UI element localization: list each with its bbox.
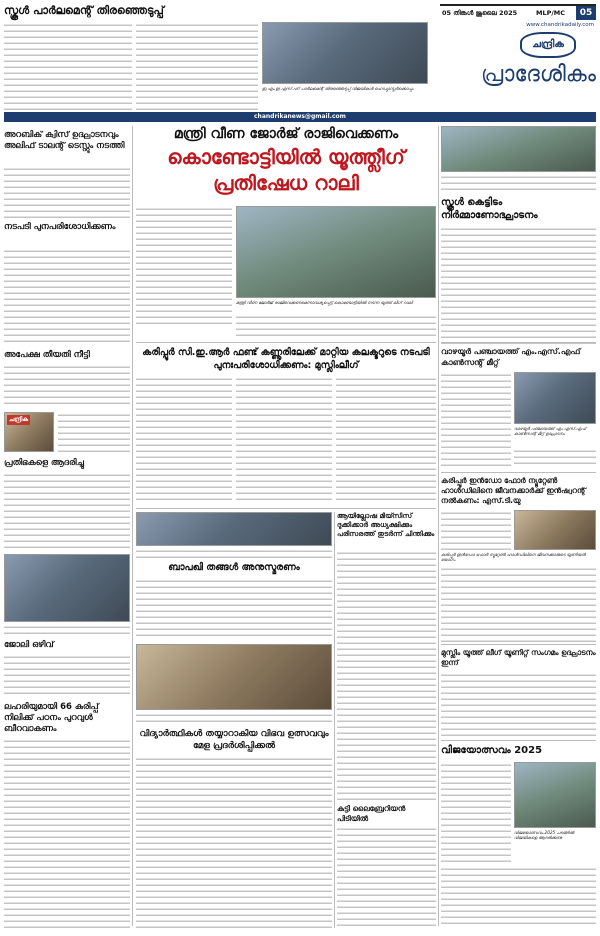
union-photo [514, 510, 596, 550]
text-lines [4, 364, 130, 408]
award-photo-caption: വിജയോത്സവം 2025 ചടങ്ങിൽ വിജയികളെ ആദരിക്കുന്നു [514, 830, 575, 841]
left-text-6 [4, 738, 130, 928]
school-photo-caption [441, 174, 596, 192]
left-photo-2 [4, 554, 130, 622]
text-lines [441, 226, 596, 346]
right-headline-3: കരിപ്പൂർ ഇൻഡോ ഫോർ ന്യൂറ്റേൺ ഹാൾഡിലിനെ ജീവനക്കാർക്ക് ഇൻഷ്വറന്റ് നൽകണം: എസ്.ടി.യു [441, 476, 586, 505]
date-bar [440, 4, 596, 20]
rally-photo-caption: മന്ത്രി വീണ ജോർജ് രാജിവെക്കണമെന്നാവശ്യപ്പെട്ട് കൊണ്ടോട്ടിയിൽ നടന്ന യൂത്ത് ലീഗ് റാലി [236, 300, 413, 305]
left-text-4 [4, 472, 130, 550]
text-lines [58, 412, 130, 452]
masthead-logo-box [480, 32, 598, 60]
text-lines [514, 448, 596, 468]
top-left-headline: സ്കൂൾ പാർലമെന്റ് തിരഞ്ഞെടുപ്പ് [4, 4, 164, 17]
main-story-text-2 [236, 314, 436, 338]
msf-photo-caption: വാഴയൂർ പഞ്ചായത്ത് എം.എസ്.എഫ് കാൺസന്റ് മീറ്റ് ഉദ്ഘാടനം [514, 426, 587, 437]
center-wide-text-1 [136, 376, 232, 504]
vidyarthi-caption [136, 712, 332, 724]
website[interactable]: www.chandrikadaily.com [526, 22, 594, 28]
text-lines [236, 314, 436, 338]
section-title: പ്രാദേശികം [481, 62, 596, 87]
text-lines [136, 712, 332, 724]
email-text: chandrikanews@gmail.com [254, 113, 346, 120]
text-lines [441, 762, 511, 862]
main-story-text [136, 206, 232, 326]
right-text-5b [441, 866, 596, 928]
right-text-3b [441, 566, 596, 642]
right-divider-4 [441, 740, 596, 741]
text-lines [136, 22, 258, 110]
right-headline-4: മുസ്ലിം യൂത്ത് ലീഗ് യൂണിറ്റ് സംഗമം ഉദ്ഘാടനം ഇന്ന് [441, 648, 596, 667]
center-divider-2 [136, 508, 436, 509]
right-divider-1 [441, 342, 596, 343]
left-text-1 [4, 166, 130, 218]
top-photo-caption: ഇ.എം.ഇ.എസ്.ഹ്ന് പാർലമെന്റ് തിരഞ്ഞെടുപ്പ് വിജയികൾ ഹെഡ്മാസ്റ്റർക്കൊപ്പം [262, 86, 414, 91]
main-story-divider [136, 342, 436, 343]
vidyarthi-text [136, 756, 332, 928]
left-headline-1: അറബിക് ക്വിസ് ഉദ്ഘാടനവും അലിഫ് ടാലന്റ് ടെസ്റ്റും നടത്തി [4, 130, 125, 151]
rally-photo [236, 206, 436, 298]
right-text-4 [441, 672, 596, 736]
left-text-3 [4, 364, 130, 408]
text-lines [4, 654, 130, 698]
email-bar [4, 112, 596, 122]
vidyarthi-headline: വിദ്യാർത്ഥികൾ തയ്യാറാകിയ വിഭവ ഉത്സവവും മേള പ്രദർശിപ്പിക്കൽ [139, 729, 329, 751]
left-headline-6: ലഹരിയുമായി 66 കുരിപ്പ് നിലിക്ക് പഠനം പുറവുൾ ബീറവാകണം [4, 702, 99, 734]
right-column-rule [438, 126, 439, 926]
award-photo [514, 762, 596, 828]
vidyarthi-photo [136, 644, 332, 710]
right-divider-2 [441, 472, 596, 473]
baaghi-headline: ബാപഖി തങ്ങൾ അനുസ്മരണം [168, 562, 300, 573]
left-text-5 [4, 654, 130, 698]
text-lines [4, 472, 130, 550]
text-lines [337, 826, 436, 928]
main-headline-line1: മന്ത്രി വീണ ജോർജ് രാജിവെക്കണം [173, 126, 399, 142]
school-building-photo [441, 126, 596, 172]
date-text: 05 തിങ്കൾ ജൂലൈ 2025 [442, 9, 518, 17]
right-text-5 [441, 762, 511, 862]
left-text-2 [4, 248, 130, 346]
page-number: 05 [576, 6, 596, 20]
text-lines [4, 166, 130, 218]
left-column-rule [132, 126, 133, 926]
center-wide-headline: കരിപ്പൂർ സി.ഇ.ആർ ഫണ്ട് കണ്ണൂരിലേക്ക് മാറ്റിയ കലക്ടറുടെ നടപടി പുനഃപരിശോധിക്കണം: മുസ്ലിംലീഗ് [142, 347, 430, 371]
baaghi-photo [136, 512, 332, 546]
text-lines [337, 550, 436, 800]
muhsin-headline: ആയില്ലോഷ മിയ്സിസ് ദുക്കിക്കാർ അധ്യക്ഷിക്കും പരിസരത്ത് തുടർന്ന് ചിന്തിക്കും [337, 512, 435, 538]
baaghi-text [136, 578, 332, 640]
text-lines [136, 578, 332, 640]
text-lines [4, 22, 132, 110]
text-lines [136, 376, 232, 504]
kutty-text [337, 826, 436, 928]
text-lines [4, 738, 130, 928]
text-lines [441, 866, 596, 928]
masthead-logo: ചന്ദ്രിക [520, 32, 576, 58]
right-text-1 [441, 226, 596, 346]
left-photo-banner [4, 412, 54, 452]
text-lines [136, 756, 332, 928]
text-lines [4, 248, 130, 346]
left-headline-3: അപേക്ഷ തീയതി നീട്ടി [4, 350, 90, 360]
left-headline-2: നടപടി പുനപരിശോധിക്കണം [4, 222, 116, 232]
left-caption-2 [4, 624, 130, 636]
main-headline-line2: കൊണ്ടോട്ടിയിൽ യൂത്ത്ലീഗ് [167, 145, 405, 169]
baaghi-photo-caption [136, 548, 332, 558]
union-photo-caption: കരിപ്പൂർ ഇൻഡോ ഫോർ ന്യൂറ്റേൺ ഹാൾഡിലിനെ ജീവനക്കാരുടെ യൂണിയൻ യോഗം [441, 552, 586, 563]
center-wide-text-3 [336, 376, 436, 504]
left-headline-5: ജോലി ഒഴിവ് [4, 640, 54, 650]
top-photo [262, 22, 428, 84]
banner-text: ചന്ദ്രിക [9, 416, 29, 423]
text-lines [236, 376, 332, 504]
text-lines [136, 548, 332, 558]
center-wide-text-2 [236, 376, 332, 504]
text-lines [4, 624, 130, 636]
right-text-2b [514, 448, 596, 468]
top-left-text [4, 22, 132, 110]
top-mid-text [136, 22, 258, 110]
center-inner-rule [334, 512, 335, 928]
left-headline-4: പ്രതിഭകളെ ആദരിച്ചു [4, 458, 84, 468]
text-lines [441, 174, 596, 192]
text-lines [336, 376, 436, 504]
right-divider-3 [441, 644, 596, 645]
text-lines [441, 566, 596, 642]
text-lines [441, 672, 596, 736]
text-lines [441, 372, 511, 468]
left-photo-caption-lines [58, 412, 130, 452]
top-left-headline-box [4, 2, 252, 22]
edition-text: MLP/MC [536, 9, 565, 17]
muhsin-text [337, 550, 436, 800]
right-text-3 [441, 510, 511, 550]
right-headline-2: വാഴയൂർ പഞ്ചായത്ത് എം.എസ്.എഫ് കാൺസന്റ് മീറ്റ് [441, 347, 581, 367]
main-headline-line3: പ്രതിഷേധ റാലി [213, 171, 359, 195]
main-headline-box [136, 124, 436, 202]
right-headline-5: വിജയോത്സവം 2025 [441, 745, 543, 756]
right-text-2 [441, 372, 511, 468]
right-headline-1: സ്കൂൾ കെട്ടിടം നിർമ്മാണോദ്ഘാടനം [441, 197, 538, 221]
kutty-headline: കുട്ടി ലൈബ്രേറിയൻ പിടിയിൽ [337, 804, 406, 823]
msf-photo [514, 372, 596, 424]
text-lines [136, 206, 232, 326]
text-lines [441, 510, 511, 550]
